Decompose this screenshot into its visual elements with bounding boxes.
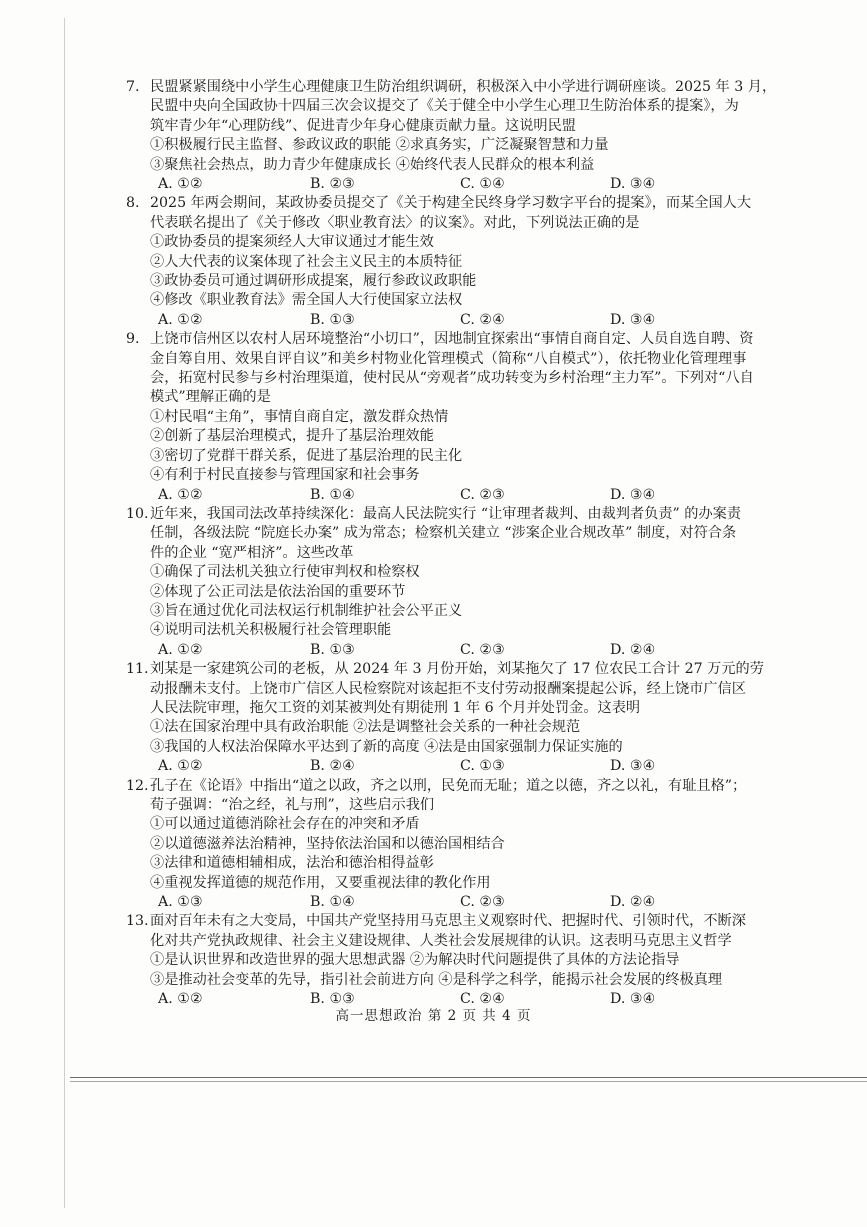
stem-line: 件的企业 “宽严相济”。这些改革 (150, 544, 354, 561)
answer-choices (158, 641, 788, 660)
answer-choice-a[interactable]: A. ①③ (158, 893, 203, 910)
statement-option: ③是推动社会变革的先导，指引社会前进方向 ④是科学之科学，能揭示社会发展的终极真理 (150, 971, 723, 988)
question-stem (150, 194, 788, 233)
stem-line: 人民法院审理，拖欠工资的刘某被判处有期徒刑 1 年 6 个月并处罚金。这表明 (150, 699, 641, 716)
answer-choice-a[interactable]: A. ①② (158, 486, 203, 503)
question-stem (150, 505, 788, 563)
answer-choice-c[interactable]: C. ②③ (460, 486, 505, 503)
answer-choice-c[interactable]: C. ②③ (460, 641, 505, 658)
statement-option: ②创新了基层治理模式，提升了基层治理效能 (150, 428, 434, 445)
answer-choice-d[interactable]: D. ②④ (610, 893, 656, 910)
question-12 (128, 777, 788, 913)
answer-choice-b[interactable]: B. ①④ (310, 486, 355, 503)
answer-choices (158, 893, 788, 912)
answer-choice-a[interactable]: A. ①② (158, 991, 203, 1007)
statement-options (150, 951, 788, 990)
question-stem (150, 777, 788, 816)
statement-option: ②体现了公正司法是依法治国的重要环节 (150, 583, 406, 600)
answer-choice-a[interactable]: A. ①② (158, 758, 203, 775)
statement-option: ①积极履行民主监督、参政议政的职能 ②求真务实，广泛凝聚智慧和力量 (150, 137, 609, 154)
scan-edge (64, 18, 65, 1208)
answer-choice-b[interactable]: B. ①③ (310, 641, 355, 658)
answer-choice-d[interactable]: D. ③④ (610, 758, 656, 775)
stem-line: 代表联名提出了《关于修改〈职业教育法〉的议案》。对此，下列说法正确的是 (150, 214, 640, 231)
answer-choice-b[interactable]: B. ①③ (310, 311, 355, 328)
statement-option: ③政协委员可通过调研形成提案，履行参政议政职能 (150, 273, 477, 290)
answer-choice-d[interactable]: D. ③④ (610, 486, 656, 503)
answer-choice-c[interactable]: C. ①③ (460, 758, 505, 775)
statement-options (150, 718, 788, 757)
question-stem (150, 660, 788, 718)
stem-line: 会，拓宽村民参与乡村治理渠道，使村民从“旁观者”成功转变为乡村治理“主力军”。下列对“八自 (150, 370, 754, 387)
statement-option: ③密切了党群干群关系，促进了基层治理的民主化 (150, 447, 463, 464)
statement-option: ④修改《职业教育法》需全国人大行使国家立法权 (150, 292, 463, 309)
question-7 (128, 78, 788, 194)
answer-choice-a[interactable]: A. ①② (158, 311, 203, 328)
statement-option: ④有利于村民直接参与管理国家和社会事务 (150, 467, 420, 484)
statement-options (150, 233, 788, 311)
question-number: 11. (126, 661, 149, 678)
statement-option: ①是认识世界和改造世界的强大思想武器 ②为解决时代问题提供了具体的方法论指导 (150, 952, 680, 969)
stem-line: 2025 年两会期间，某政协委员提交了《关于构建全民终身学习数字平台的提案》，而某全国人大 (150, 195, 752, 212)
stem-line: 动报酬未支付。上饶市广信区人民检察院对该起拒不支付劳动报酬案提起公诉，经上饶市广信区 (150, 680, 746, 697)
answer-choice-c[interactable]: C. ②③ (460, 893, 505, 910)
statement-option: ③旨在通过优化司法权运行机制维护社会公平正义 (150, 602, 463, 619)
question-9 (128, 330, 788, 505)
answer-choice-b[interactable]: B. ①④ (310, 893, 355, 910)
question-13 (128, 912, 788, 1009)
question-stem (150, 330, 788, 408)
statement-options (150, 815, 788, 893)
answer-choice-d[interactable]: D. ②④ (610, 641, 656, 658)
question-stem (150, 912, 788, 951)
stem-line: 近年来，我国司法改革持续深化：最高人民法院实行 “让审理者裁判、由裁判者负责” 的办案责 (150, 505, 742, 522)
answer-choice-b[interactable]: B. ①③ (310, 991, 355, 1007)
stem-line: 模式”理解正确的是 (150, 389, 271, 406)
statement-option: ②人大代表的议案体现了社会主义民主的本质特征 (150, 253, 463, 270)
statement-option: ③我国的人权法治保障水平达到了新的高度 ④法是由国家强制力保证实施的 (150, 738, 623, 755)
answer-choice-c[interactable]: C. ①④ (460, 176, 505, 193)
statement-option: ①村民唱“主角”，事情自商自定，激发群众热情 (150, 408, 449, 425)
answer-choice-a[interactable]: A. ①② (158, 641, 203, 658)
statement-option: ④重视发挥道德的规范作用，又要重视法律的教化作用 (150, 874, 491, 891)
statement-options (150, 408, 788, 486)
answer-choice-d[interactable]: D. ③④ (610, 176, 656, 193)
stem-line: 民盟紧紧围绕中小学生心理健康卫生防治组织调研，积极深入中小学进行调研座谈。2025 年 3 月， (150, 79, 777, 95)
stem-line: 筑牢青少年“心理防线”、促进青少年身心健康贡献力量。这说明民盟 (150, 117, 576, 134)
stem-line: 上饶市信州区以农村人居环境整治“小切口”，因地制宜探索出“事情自商自定、人员自选自聘、资 (150, 331, 754, 348)
answer-choice-d[interactable]: D. ③④ (610, 991, 656, 1007)
stem-line: 面对百年未有之大变局，中国共产党坚持用马克思主义观察时代、把握时代、引领时代，不断深 (150, 913, 746, 930)
stem-line: 任制，各级法院 “院庭长办案” 成为常态；检察机关建立 “涉案企业合规改革” 制度，对符合条 (150, 525, 737, 542)
question-10 (128, 505, 788, 660)
stem-line: 化对共产党执政规律、社会主义建设规律、人类社会发展规律的认识。这表明马克思主义哲学 (150, 932, 732, 949)
answer-choices (158, 486, 788, 505)
question-11 (128, 660, 788, 776)
answer-choice-c[interactable]: C. ②④ (460, 311, 505, 328)
statement-option: ②以道德滋养法治精神，坚持依法治国和以德治国相结合 (150, 835, 505, 852)
answer-choice-b[interactable]: B. ②③ (310, 176, 355, 193)
stem-line: 刘某是一家建筑公司的老板，从 2024 年 3 月份开始，刘某拖欠了 17 位农民工合计 27 万元的劳 (150, 661, 764, 678)
stem-line: 孔子在《论语》中指出“道之以政，齐之以刑，民免而无耻；道之以德，齐之以礼，有耻且格”； (150, 777, 747, 794)
question-list (128, 78, 788, 1009)
scan-rule (70, 1077, 867, 1078)
question-stem (150, 78, 788, 136)
statement-option: ①政协委员的提案须经人大审议通过才能生效 (150, 234, 434, 251)
answer-choice-b[interactable]: B. ②④ (310, 758, 355, 775)
page-footer: 高一思想政治 第 2 页 共 4 页 (335, 1008, 532, 1024)
statement-option: ①可以通过道德消除社会存在的冲突和矛盾 (150, 816, 420, 833)
scan-rule (70, 1081, 867, 1082)
statement-option: ①确保了司法机关独立行使审判权和检察权 (150, 564, 420, 581)
statement-option: ④说明司法机关积极履行社会管理职能 (150, 622, 392, 639)
answer-choices (158, 757, 788, 776)
statement-option: ③聚焦社会热点，助力青少年健康成长 ④始终代表人民群众的根本利益 (150, 156, 595, 173)
question-8 (128, 194, 788, 330)
question-number: 12. (126, 777, 149, 794)
answer-choices (158, 175, 788, 194)
answer-choices (158, 311, 788, 330)
answer-choice-c[interactable]: C. ②④ (460, 991, 505, 1007)
question-number: 7. (126, 79, 140, 95)
stem-line: 金自筹自用、效果自评自议”和美乡村物业化管理模式（简称“八自模式”），依托物业化管理理事 (150, 350, 747, 367)
question-number: 13. (126, 913, 149, 930)
question-number: 8. (126, 195, 140, 212)
statement-option: ①法在国家治理中具有政治职能 ②法是调整社会关系的一种社会规范 (150, 719, 581, 736)
answer-choice-d[interactable]: D. ③④ (610, 311, 656, 328)
answer-choice-a[interactable]: A. ①② (158, 176, 203, 193)
stem-line: 荀子强调：“治之经，礼与刑”，这些启示我们 (150, 796, 435, 813)
statement-options (150, 563, 788, 641)
question-number: 9. (126, 331, 140, 348)
statement-options (150, 136, 788, 175)
question-number: 10. (126, 505, 149, 522)
statement-option: ③法律和道德相辅相成，法治和德治相得益彰 (150, 855, 434, 872)
stem-line: 民盟中央向全国政协十四届三次会议提交了《关于健全中小学生心理卫生防治体系的提案》，为 (150, 98, 739, 115)
